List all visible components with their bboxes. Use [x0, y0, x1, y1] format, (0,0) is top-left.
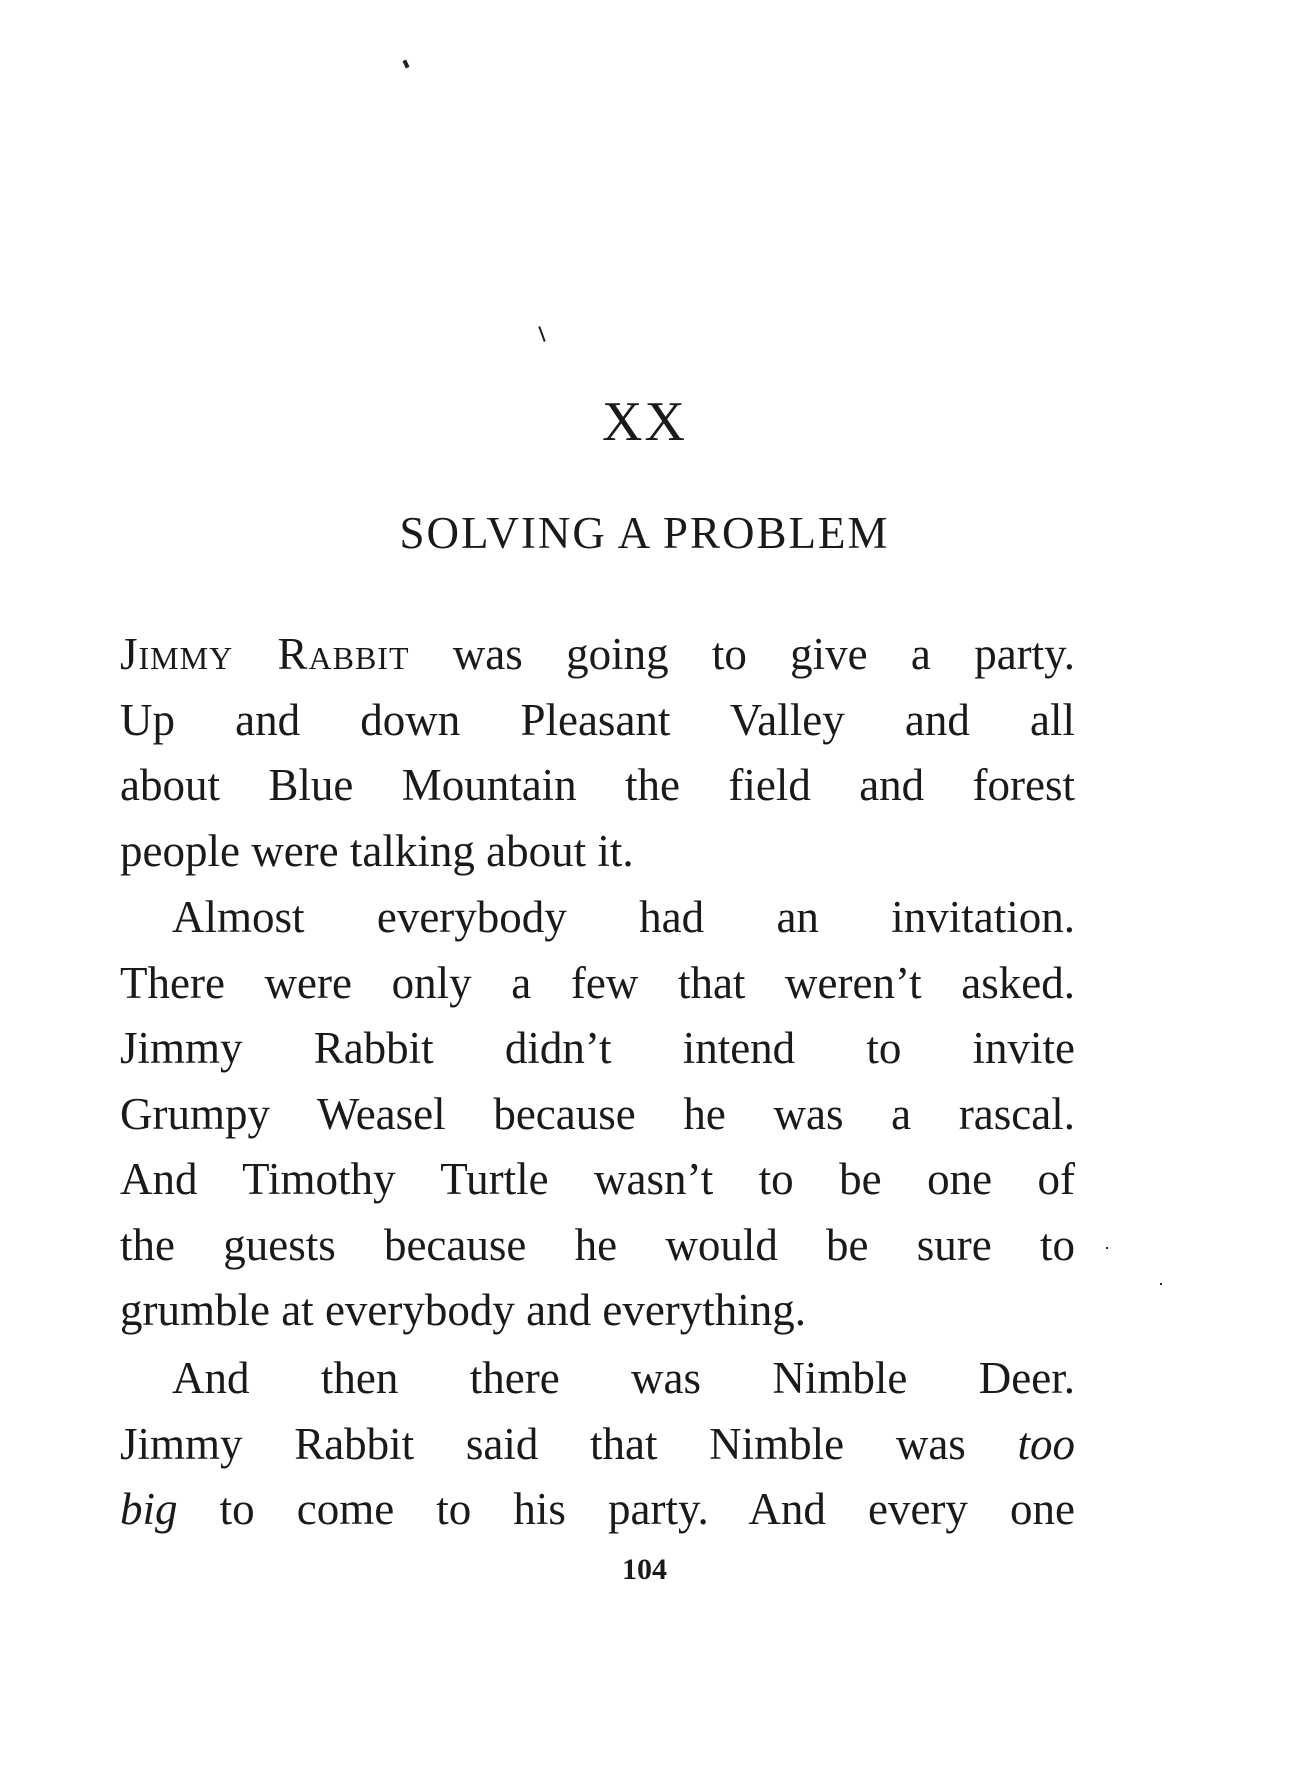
scan-speck: [1160, 1283, 1162, 1285]
page-number: 104: [622, 1553, 667, 1586]
italic-word: big: [120, 1484, 178, 1534]
line-rest: to come to his party. And every one: [177, 1484, 1075, 1534]
text-line: Grumpy Weasel because he was a rascal.: [120, 1088, 1075, 1139]
text-line: people were talking about it.: [120, 825, 634, 876]
line-lead: Jimmy Rabbit said that Nimble was: [120, 1418, 1018, 1469]
paragraph-1: [120, 622, 1075, 884]
text-line: [120, 622, 1075, 688]
text-line: And Timothy Turtle wasn’t to be one of: [120, 1154, 1075, 1204]
italic-word: too: [1017, 1418, 1075, 1469]
text-line: There were only a few that weren’t asked.: [120, 957, 1075, 1008]
text-line: [120, 1477, 1075, 1543]
name-smallcaps: Jimmy Rabbit: [120, 629, 410, 679]
text-line: grumble at everybody and everything.: [120, 1285, 807, 1335]
scan-speck: [538, 326, 545, 342]
text-line: And then there was Nimble Deer.: [172, 1353, 1075, 1403]
text-line: the guests because he would be sure to: [120, 1219, 1075, 1270]
text-line: Jimmy Rabbit didn’t intend to invite: [120, 1023, 1075, 1073]
text-line: about Blue Mountain the field and forest: [120, 760, 1075, 810]
scan-speck: [1106, 1247, 1108, 1249]
text-line: Up and down Pleasant Valley and all: [120, 694, 1075, 745]
scan-speck: [402, 60, 409, 69]
line-rest: was going to give a party.: [409, 629, 1075, 679]
paragraph-2: [120, 885, 1075, 1344]
chapter-title: SOLVING A PROBLEM: [399, 508, 890, 558]
paragraph-3: [120, 1346, 1075, 1543]
text-line: Almost everybody had an invitation.: [172, 892, 1075, 942]
text-line: [120, 1412, 1075, 1478]
chapter-number: XX: [602, 391, 687, 453]
